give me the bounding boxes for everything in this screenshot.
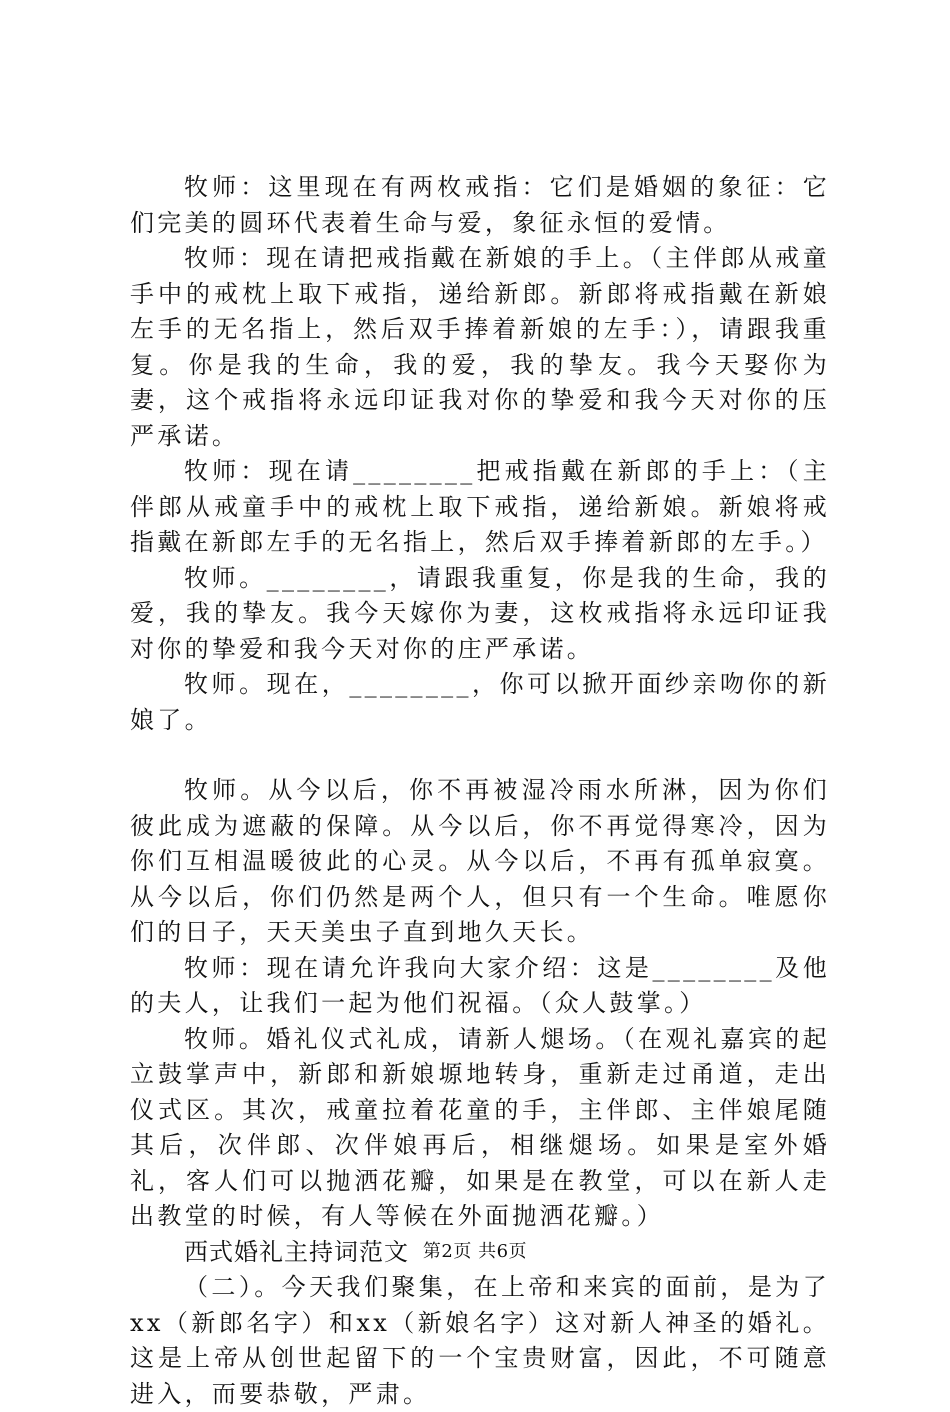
paragraph-bride-ring: 牧师：现在请把戒指戴在新娘的手上。（主伴郎从戒童手中的戒枕上取下戒指，递给新郎。新郎将戒指戴在新娘左手的无名指上，然后双手捧着新娘的左手：），请跟我重复。你是我的生命，我的爱，我的挚友。我今天娶你为妻，这个戒指将永远印证我对你的挚爱和我今天对你的压严承诺。 <box>130 244 830 450</box>
paragraph-introduction: 牧师：现在请允许我向大家介绍：这是________及他的夫人，让我们一起为他们祝福。（众人鼓掌。） <box>130 953 830 1017</box>
paragraph-groom-ring: 牧师：现在请________把戒指戴在新郎的手上：（主伴郎从戒童手中的戒枕上取下戒指，递给新娘。新娘将戒指戴在新郎左手的无名指上，然后双手捧着新郎的左手。） <box>130 457 830 556</box>
paragraph-bride-vow: 牧师。________，请跟我重复，你是我的生命，我的爱，我的挚友。我今天嫁你为妻，这枚戒指将永远印证我对你的挚爱和我今天对你的庄严承诺。 <box>130 563 830 663</box>
paragraph-kiss-bride: 牧师。现在，________，你可以掀开面纱亲吻你的新娘了。 <box>130 670 830 734</box>
page-number-footer: 第2页 共6页 <box>422 1241 528 1262</box>
paragraph-section-two: （二）。今天我们聚集，在上帝和来宾的面前，是为了xx（新郎名字）和xx（新娘名字）这对新人神圣的婚礼。这是上帝从创世起留下的一个宝贵财富，因此，不可随意进入，而要恭敬，严肃。 <box>130 1273 830 1408</box>
paragraph-rings-symbol: 牧师：这里现在有两枚戒指：它们是婚姻的象征：它们完美的圆环代表着生命与爱，象征永恒的爱情。 <box>130 173 830 237</box>
paragraph-recessional: 牧师。婚礼仪式礼成，请新人煺场。（在观礼嘉宾的起立鼓掌声中，新郎和新娘塬地转身，重新走过甬道，走出仪式区。其次，戒童拉着花童的手，主伴郎、主伴娘尾随其后，次伴郎、次伴娘再后，相继煺场。如果是室外婚礼，客人们可以抛洒花瓣，如果是在教堂，可以在新人走出教堂的时候，有人等候在外面抛洒花瓣。） <box>130 1024 830 1230</box>
paragraph-blessing: 牧师。从今以后，你不再被湿冷雨水所淋，因为你们彼此成为遮蔽的保障。从今以后，你不再觉得寒冷，因为你们互相温暖彼此的心灵。从今以后，不再有孤单寂寞。从今以后，你们仍然是两个人，但只有一个生命。唯愿你们的日子，天天美虫子直到地久天长。 <box>130 776 830 946</box>
section-heading: 西式婚礼主持词范文 <box>184 1237 409 1266</box>
document-body <box>130 170 830 1412</box>
